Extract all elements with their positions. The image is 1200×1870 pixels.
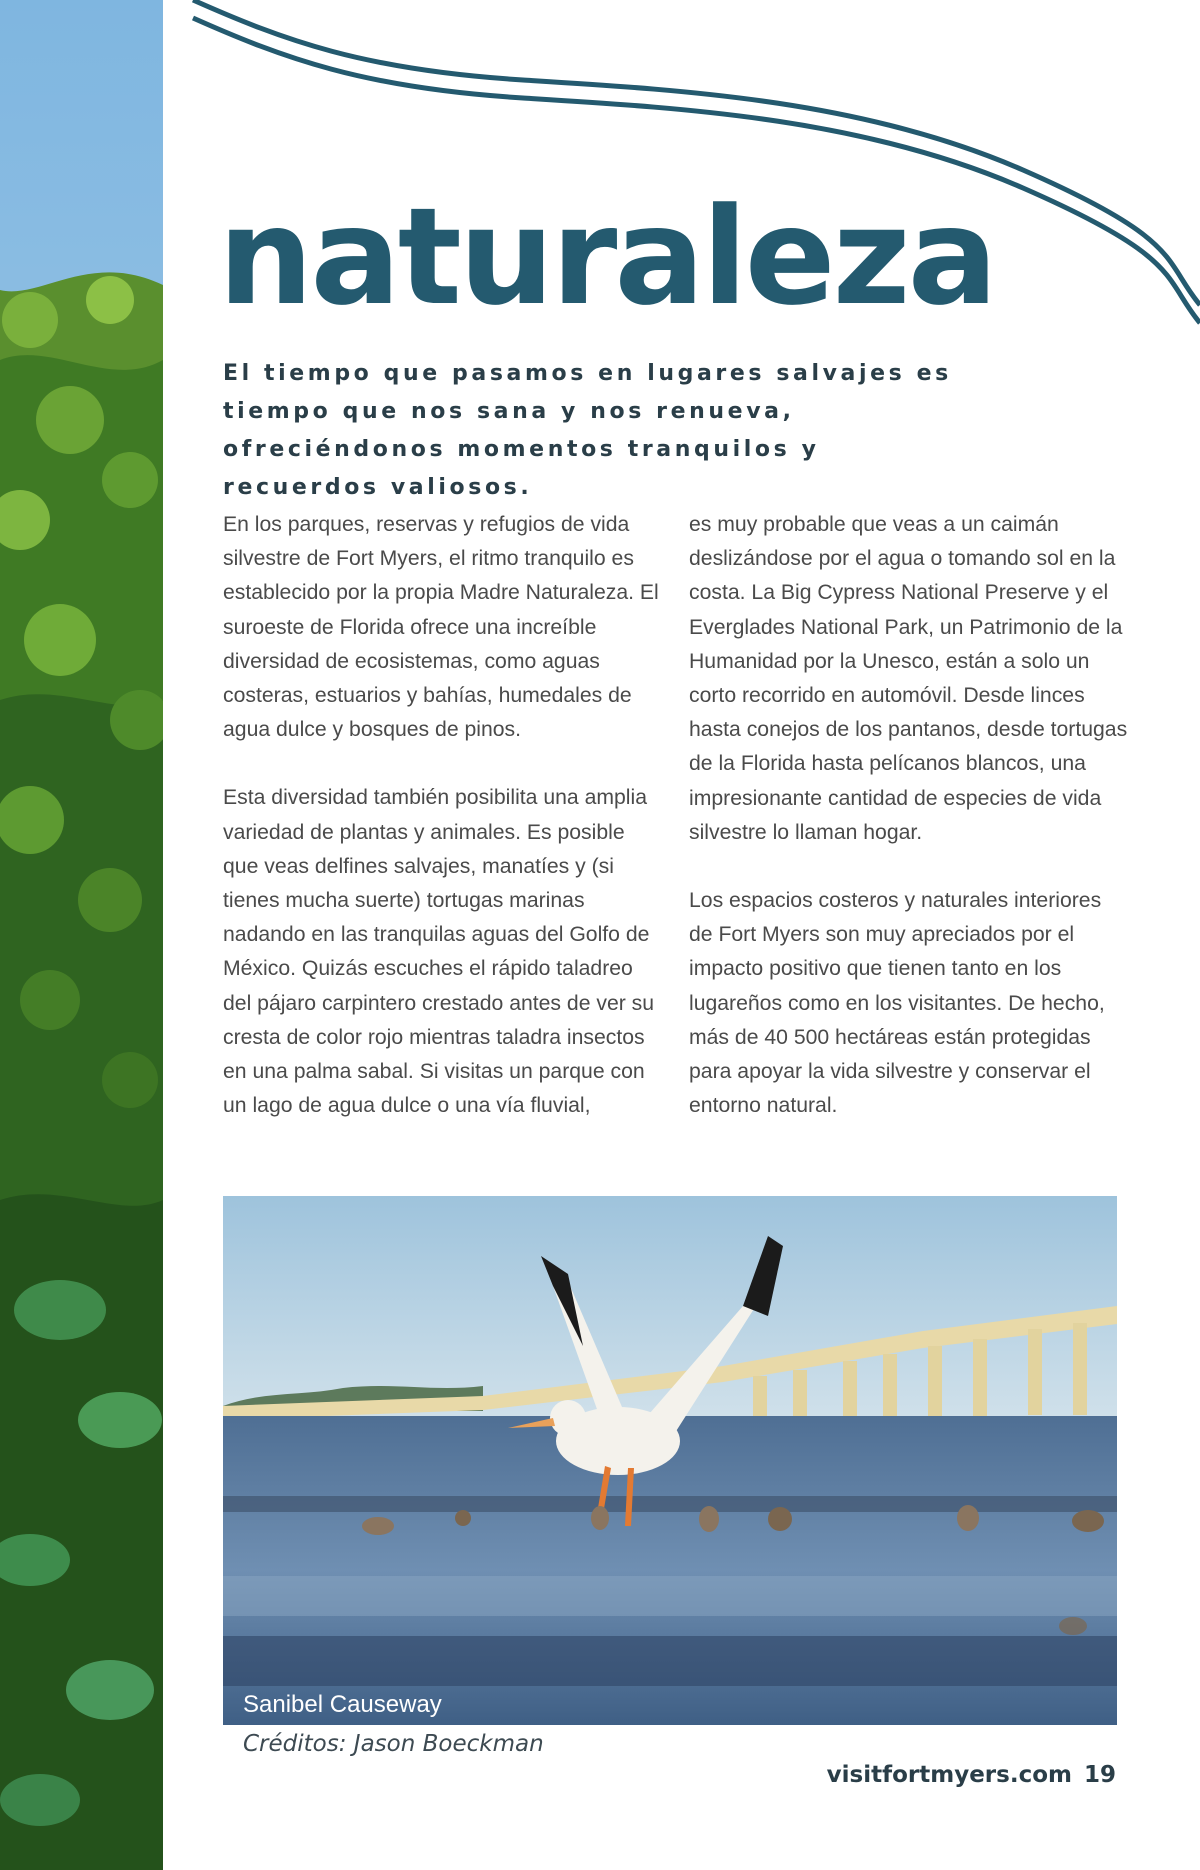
foliage-side-image xyxy=(0,0,163,1870)
page-footer xyxy=(827,1762,1116,1788)
page-title: naturaleza xyxy=(218,179,996,335)
photo-credits: Créditos: Jason Boeckman xyxy=(243,1731,544,1757)
right-column xyxy=(689,508,1129,1157)
body-paragraph: Esta diversidad también posibilita una amplia variedad de plantas y animales. Es posible que veas delfines salvajes, manatíes y (si tienes mucha suerte) tortugas marinas nadando en las tranquilas aguas del Golfo de México. Quizás escuches el rápido taladreo del pájaro carpintero crestado antes de ver su cresta de color rojo mientras taladra insectos en una palma sabal. Si visitas un parque con un lago de agua dulce o una vía fluvial, xyxy=(223,786,655,1118)
left-column xyxy=(223,508,663,1157)
body-paragraph: es muy probable que veas a un caimán deslizándose por el agua o tomando sol en la costa. La Big Cypress National Preserve y el Everglades National Park, un Patrimonio de la Humanidad por la Unesco, están a solo un corto recorrido en automóvil. Desde linces hasta conejos de los pantanos, desde tortugas de la Florida hasta pelícanos blancos, una impresionante cantidad de especies de vida silvestre lo llaman hogar. xyxy=(689,513,1128,844)
page-number: 19 xyxy=(1083,1762,1116,1788)
pelican-photo xyxy=(223,1196,1117,1725)
intro-paragraph: El tiempo que pasamos en lugares salvajes es tiempo que nos sana y nos renueva, ofreciéndonos momentos tranquilos y recuerdos valiosos. xyxy=(223,361,952,500)
body-paragraph: En los parques, reservas y refugios de vida silvestre de Fort Myers, el ritmo tranquilo es establecido por la propia Madre Naturaleza. El suroeste de Florida ofrece una increíble diversidad de ecosistemas, como aguas costeras, estuarios y bahías, humedales de agua dulce y bosques de pinos. xyxy=(223,513,659,742)
body-paragraph: Los espacios costeros y naturales interiores de Fort Myers son muy apreciados por el impacto positivo que tienen tanto en los lugareños como en los visitantes. De hecho, más de 40 500 hectáreas están protegidas para apoyar la vida silvestre y conservar el entorno natural. xyxy=(689,889,1105,1118)
website-link[interactable]: visitfortmyers.com xyxy=(826,1762,1072,1788)
photo-caption: Sanibel Causeway xyxy=(243,1691,442,1718)
